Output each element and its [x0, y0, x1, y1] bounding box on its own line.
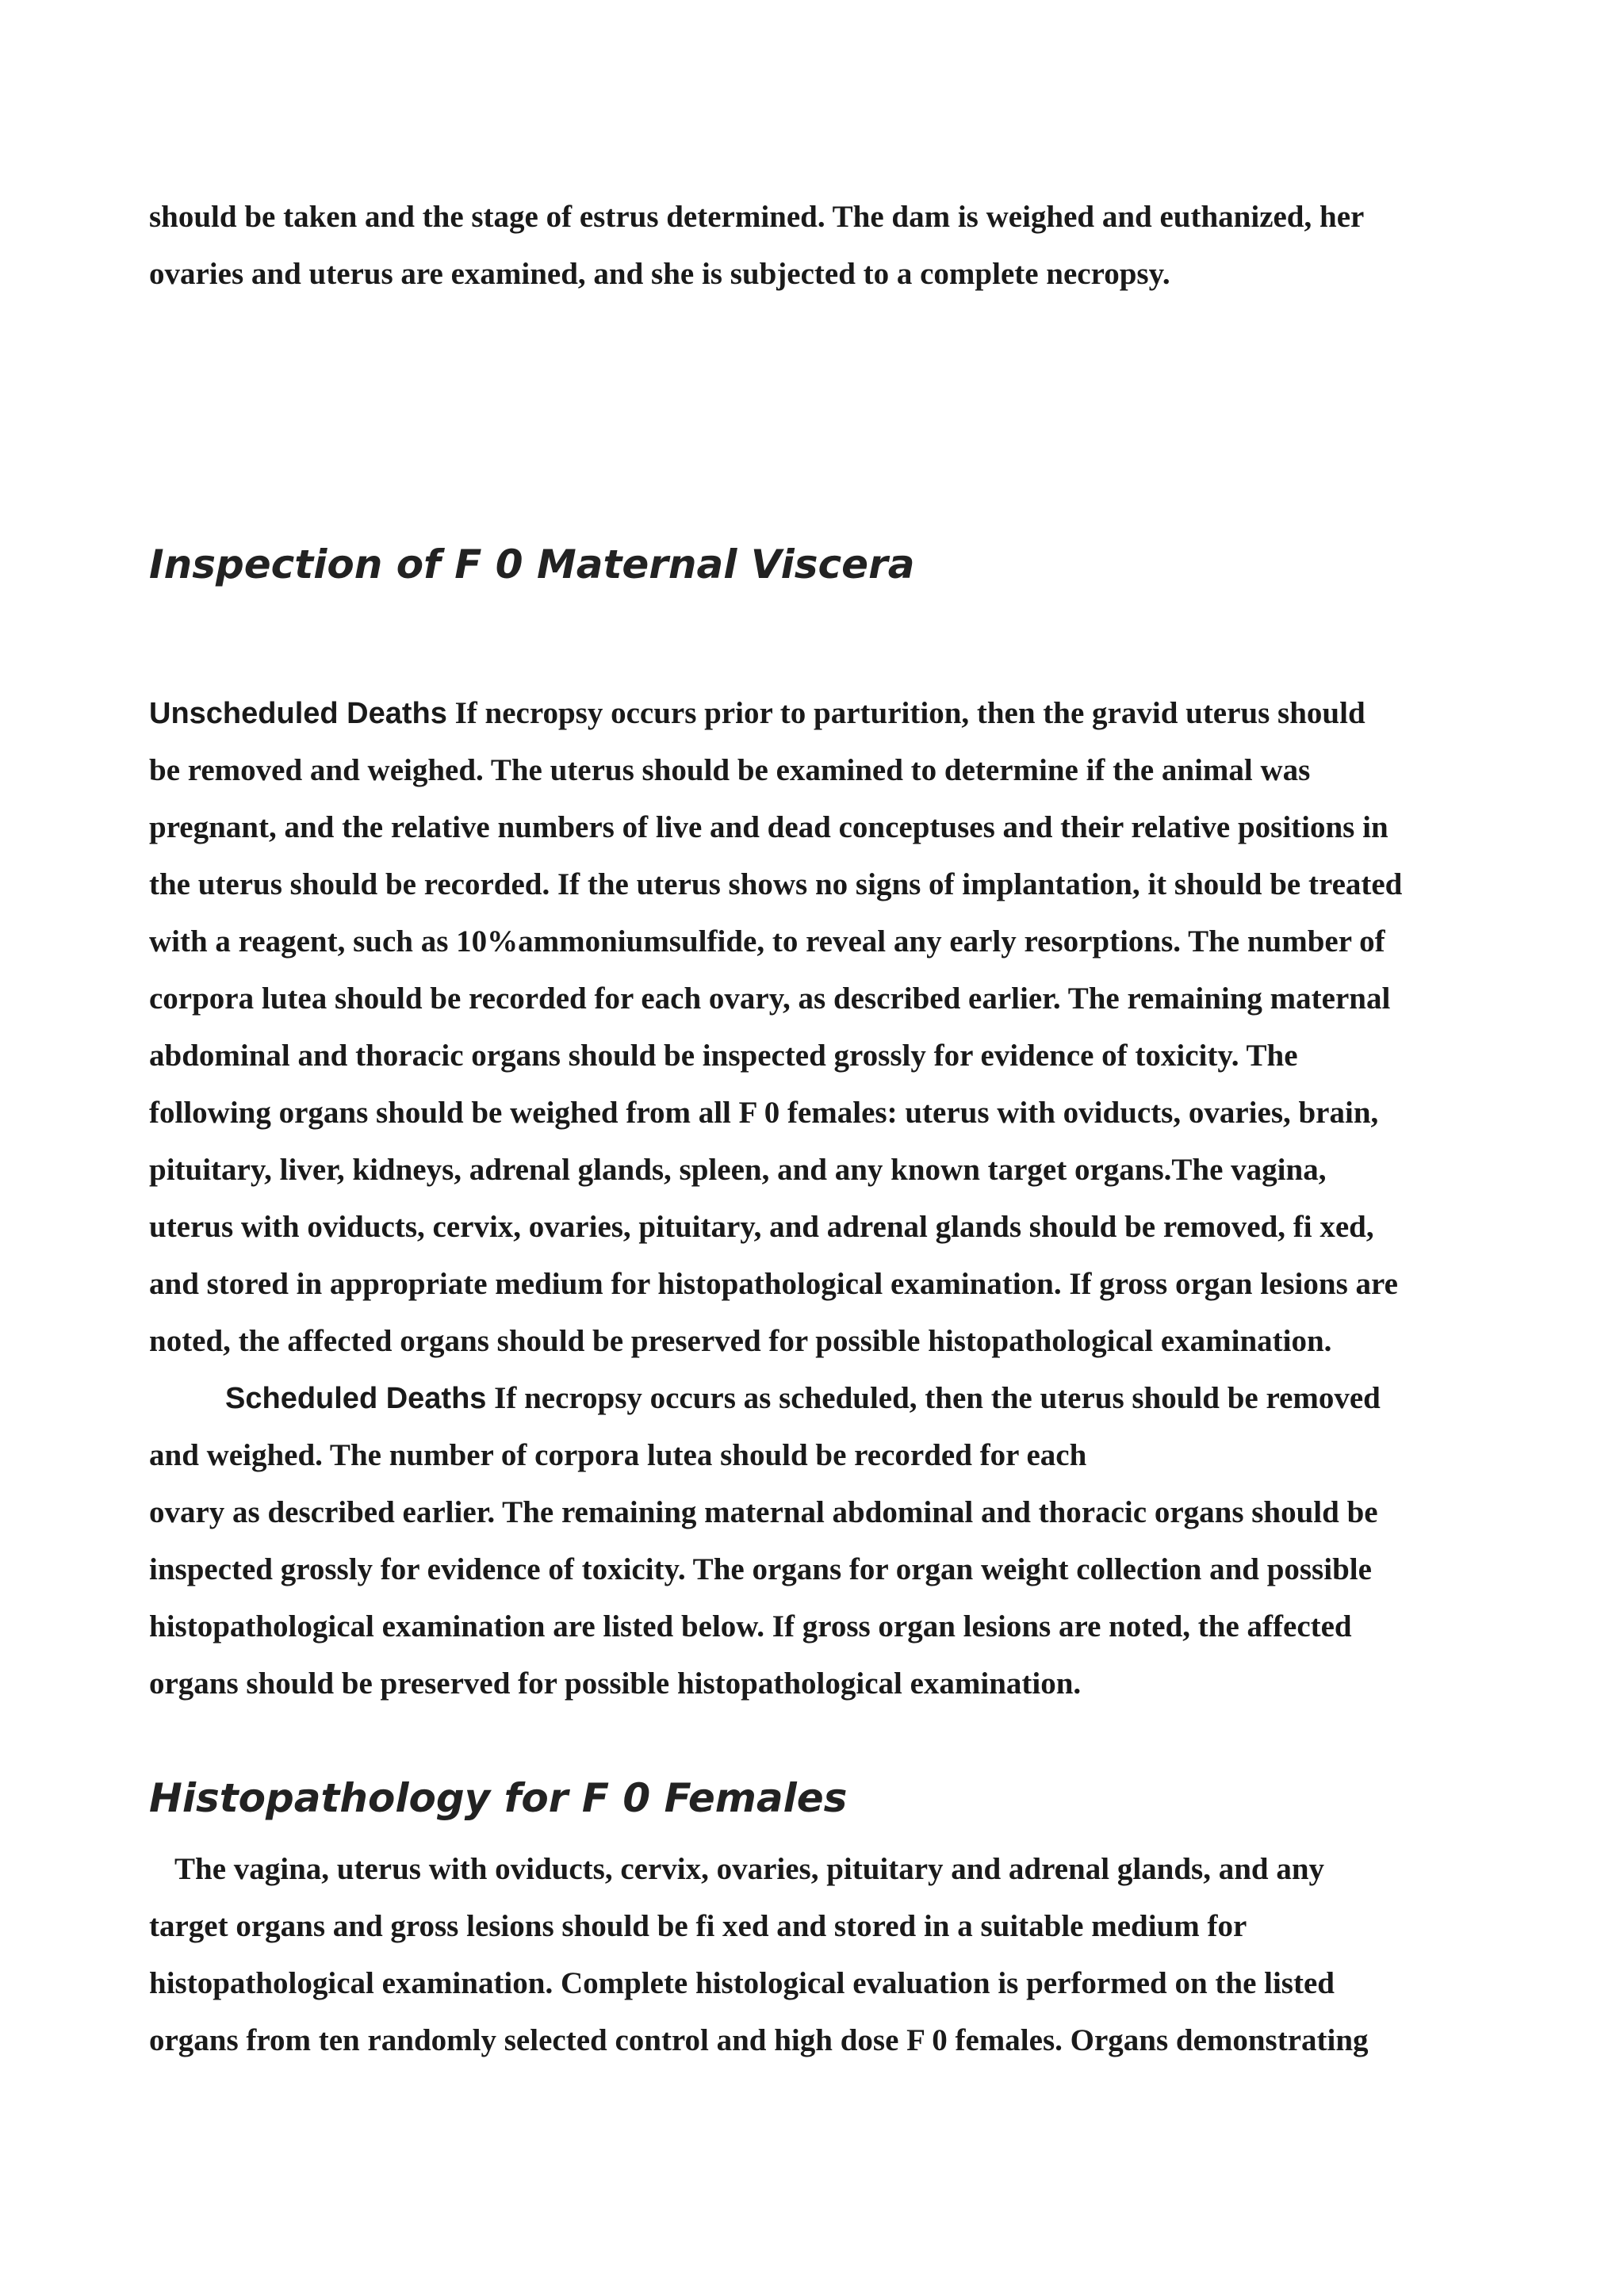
paragraph-line: histopathological examination are listed below. If gross organ lesions are noted, the affected [149, 1609, 1352, 1644]
intro-line: should be taken and the stage of estrus determined. The dam is weighed and euthanized, her [149, 200, 1365, 234]
paragraph-line: noted, the affected organs should be preserved for possible histopathological examination. [149, 1324, 1332, 1358]
paragraph-line: and stored in appropriate medium for histopathological examination. If gross organ lesions are [149, 1267, 1398, 1301]
section-heading-inspection: Inspection of F 0 Maternal Viscera [149, 541, 915, 587]
paragraph-line: inspected grossly for evidence of toxicity. The organs for organ weight collection and possible [149, 1552, 1372, 1586]
paragraph-line: pituitary, liver, kidneys, adrenal glands, spleen, and any known target organs.The vagina, [149, 1153, 1327, 1187]
paragraph-line: abdominal and thoracic organs should be inspected grossly for evidence of toxicity. The [149, 1039, 1298, 1073]
intro-line: ovaries and uterus are examined, and she is subjected to a complete necropsy. [149, 257, 1170, 291]
paragraph-line: The vagina, uterus with oviducts, cervix, ovaries, pituitary and adrenal glands, and any [174, 1852, 1325, 1886]
paragraph-line: and weighed. The number of corpora lutea should be recorded for each [149, 1438, 1087, 1472]
paragraph-line: with a reagent, such as 10%ammoniumsulfide, to reveal any early resorptions. The number of [149, 924, 1385, 959]
paragraph-line: the uterus should be recorded. If the uterus shows no signs of implantation, it should be treated [149, 867, 1403, 901]
paragraph-line: organs from ten randomly selected control and high dose F 0 females. Organs demonstrating [149, 2023, 1369, 2057]
paragraph-line: target organs and gross lesions should be fi xed and stored in a suitable medium for [149, 1909, 1247, 1943]
paragraph-line: ovary as described earlier. The remaining maternal abdominal and thoracic organs should be [149, 1495, 1378, 1529]
paragraph-line: corpora lutea should be recorded for each ovary, as described earlier. The remaining maternal [149, 982, 1391, 1016]
paragraph-line: organs should be preserved for possible histopathological examination. [149, 1667, 1082, 1701]
runin-unscheduled-deaths: Unscheduled Deaths [149, 697, 447, 730]
paragraph-line: pregnant, and the relative numbers of live and dead conceptuses and their relative positions in [149, 810, 1388, 844]
paragraph-text: If necropsy occurs prior to parturition, then the gravid uterus should [446, 696, 1365, 730]
paragraph-line: uterus with oviducts, cervix, ovaries, pituitary, and adrenal glands should be removed, fi xed, [149, 1210, 1374, 1244]
paragraph-line: be removed and weighed. The uterus should be examined to determine if the animal was [149, 753, 1311, 787]
scheduled-first-line [225, 1380, 1381, 1418]
paragraph-line: histopathological examination. Complete histological evaluation is performed on the listed [149, 1966, 1335, 2000]
section-heading-histopathology: Histopathology for F 0 Females [149, 1775, 848, 1821]
unscheduled-first-line [149, 695, 1365, 733]
paragraph-text: If necropsy occurs as scheduled, then the uterus should be removed [486, 1381, 1381, 1415]
runin-scheduled-deaths: Scheduled Deaths [225, 1382, 487, 1415]
paragraph-line: following organs should be weighed from all F 0 females: uterus with oviducts, ovaries, brain, [149, 1096, 1379, 1130]
